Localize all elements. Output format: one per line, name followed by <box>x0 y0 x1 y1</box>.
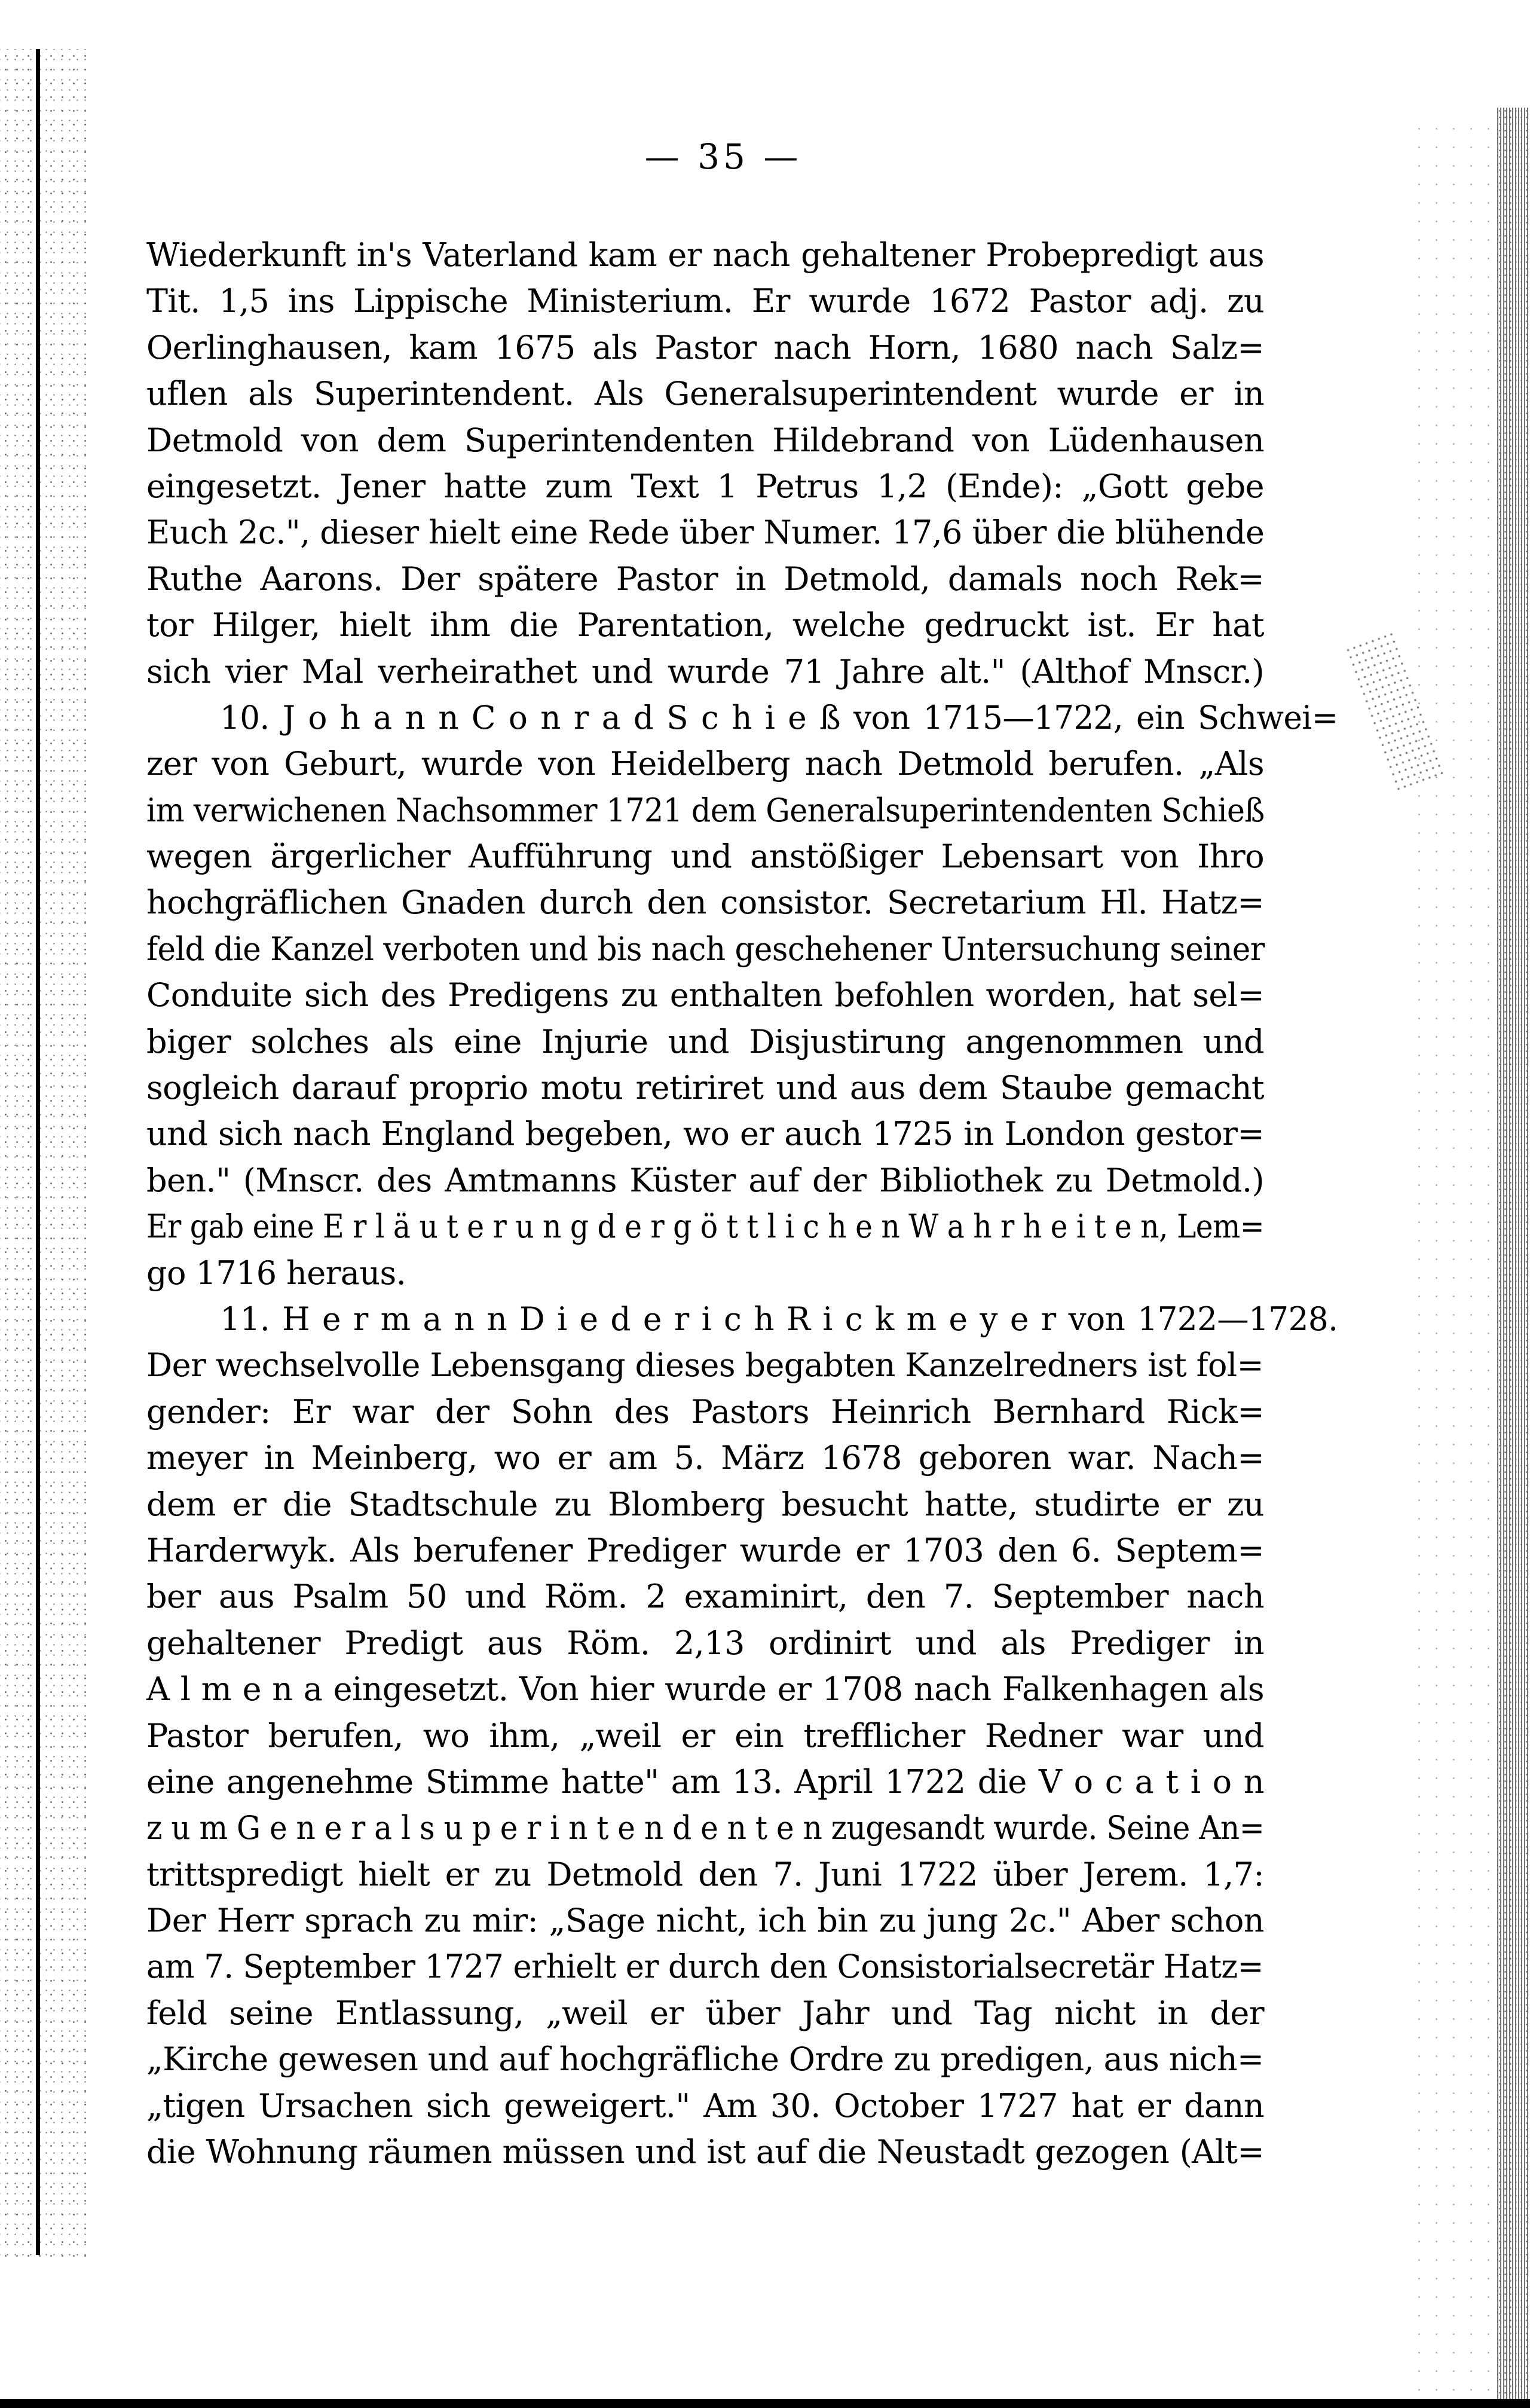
text-line: Er gab eine E r l ä u t e r u n g d e r g ö t t l i c h e n W a h r h e i t e n, Lem= <box>146 1208 1265 1246</box>
text-line: Der Herr sprach zu mir: „Sage nicht, ich bin zu jung 2c." Aber schon <box>146 1902 1264 1940</box>
text-line: gender: Er war der Sohn des Pastors Heinrich Bernhard Rick= <box>146 1392 1264 1431</box>
text-line: gehaltener Predigt aus Röm. 2,13 ordinirt und als Prediger in <box>146 1624 1264 1662</box>
binding-edge-line <box>36 49 40 2255</box>
text-line: ben." (Mnscr. des Amtmanns Küster auf der Bibliothek zu Detmold.) <box>146 1161 1264 1199</box>
text-line: tor Hilger, hielt ihm die Parentation, welche gedruckt ist. Er hat <box>146 606 1264 644</box>
text-line: Euch 2c.", dieser hielt eine Rede über Numer. 17,6 über die blühende <box>146 514 1265 552</box>
text-line: A l m e n a eingesetzt. Von hier wurde er 1708 nach Falkenhagen als <box>146 1670 1264 1709</box>
scan-noise-right <box>1410 120 1494 2391</box>
scan-noise-left <box>0 49 90 2261</box>
text-line: feld die Kanzel verboten und bis nach geschehener Untersuchung seiner <box>146 930 1265 968</box>
text-line: zer von Geburt, wurde von Heidelberg nach Detmold berufen. „Als <box>146 745 1264 783</box>
text-line: 10. J o h a n n C o n r a d S c h i e ß von 1715—1722, ein Schwei= <box>220 698 1338 737</box>
text-line: „Kirche gewesen und auf hochgräfliche Ordre zu predigen, aus nich= <box>146 2040 1264 2079</box>
page-edge-right <box>1497 108 1530 2403</box>
text-line: uflen als Superintendent. Als Generalsuperintendent wurde er in <box>146 375 1264 413</box>
text-line: und sich nach England begeben, wo er auch 1725 in London gestor= <box>146 1115 1264 1153</box>
text-line: biger solches als eine Injurie und Disjustirung angenommen und <box>146 1022 1264 1061</box>
text-line: eingesetzt. Jener hatte zum Text 1 Petrus 1,2 (Ende): „Gott gebe <box>146 467 1264 505</box>
text-line: sogleich darauf proprio motu retiriret und aus dem Staube gemacht <box>146 1069 1264 1107</box>
text-line: am 7. September 1727 erhielt er durch den Consistorialsecretär Hatz= <box>146 1948 1264 1986</box>
page-number: — 35 — <box>644 136 802 177</box>
text-line: die Wohnung räumen müssen und ist auf die Neustadt gezogen (Alt= <box>146 2133 1264 2171</box>
text-line: hochgräflichen Gnaden durch den consistor. Secretarium Hl. Hatz= <box>146 884 1264 922</box>
text-line: wegen ärgerlicher Aufführung und anstößiger Lebensart von Ihro <box>146 838 1264 876</box>
text-line: trittspredigt hielt er zu Detmold den 7. Juni 1722 über Jerem. 1,7: <box>146 1855 1264 1893</box>
text-line: 11. H e r m a n n D i e d e r i c h R i c k m e y e r von 1722—1728. <box>220 1300 1338 1338</box>
text-line: Oerlinghausen, kam 1675 als Pastor nach Horn, 1680 nach Salz= <box>146 328 1264 366</box>
text-line: feld seine Entlassung, „weil er über Jahr und Tag nicht in der <box>146 1994 1264 2032</box>
text-line: „tigen Ursachen sich geweigert." Am 30. October 1727 hat er dann <box>146 2086 1264 2125</box>
text-line: Harderwyk. Als berufener Prediger wurde er 1703 den 6. Septem= <box>146 1531 1264 1569</box>
text-line: go 1716 heraus. <box>146 1254 406 1292</box>
scan-bottom-border <box>0 2399 1530 2408</box>
text-line: Conduite sich des Predigens zu enthalten befohlen worden, hat sel= <box>146 976 1264 1014</box>
text-line: im verwichenen Nachsommer 1721 dem Generalsuperintendenten Schieß <box>146 791 1265 829</box>
text-line: eine angenehme Stimme hatte" am 13. April 1722 die V o c a t i o n <box>146 1762 1264 1801</box>
body-text <box>146 232 1338 2175</box>
text-line: meyer in Meinberg, wo er am 5. März 1678 geboren war. Nach= <box>146 1439 1264 1477</box>
text-line: Wiederkunft in's Vaterland kam er nach gehaltener Probepredigt aus <box>146 236 1264 274</box>
text-line: Detmold von dem Superintendenten Hildebrand von Lüdenhausen <box>146 421 1264 459</box>
text-line: Der wechselvolle Lebensgang dieses begabten Kanzelredners ist fol= <box>146 1346 1264 1385</box>
text-line: Tit. 1,5 ins Lippische Ministerium. Er wurde 1672 Pastor adj. zu <box>146 282 1264 320</box>
text-line: ber aus Psalm 50 und Röm. 2 examinirt, den 7. September nach <box>146 1578 1264 1616</box>
text-line: sich vier Mal verheirathet und wurde 71 Jahre alt." (Althof Mnscr.) <box>146 652 1264 690</box>
text-line: Pastor berufen, wo ihm, „weil er ein trefflicher Redner war und <box>146 1716 1264 1755</box>
text-line: Ruthe Aarons. Der spätere Pastor in Detmold, damals noch Rek= <box>146 560 1264 598</box>
text-line: dem er die Stadtschule zu Blomberg besucht hatte, studirte er zu <box>146 1485 1264 1523</box>
text-line: z u m G e n e r a l s u p e r i n t e n d e n t e n zugesandt wurde. Seine An= <box>146 1809 1265 1847</box>
